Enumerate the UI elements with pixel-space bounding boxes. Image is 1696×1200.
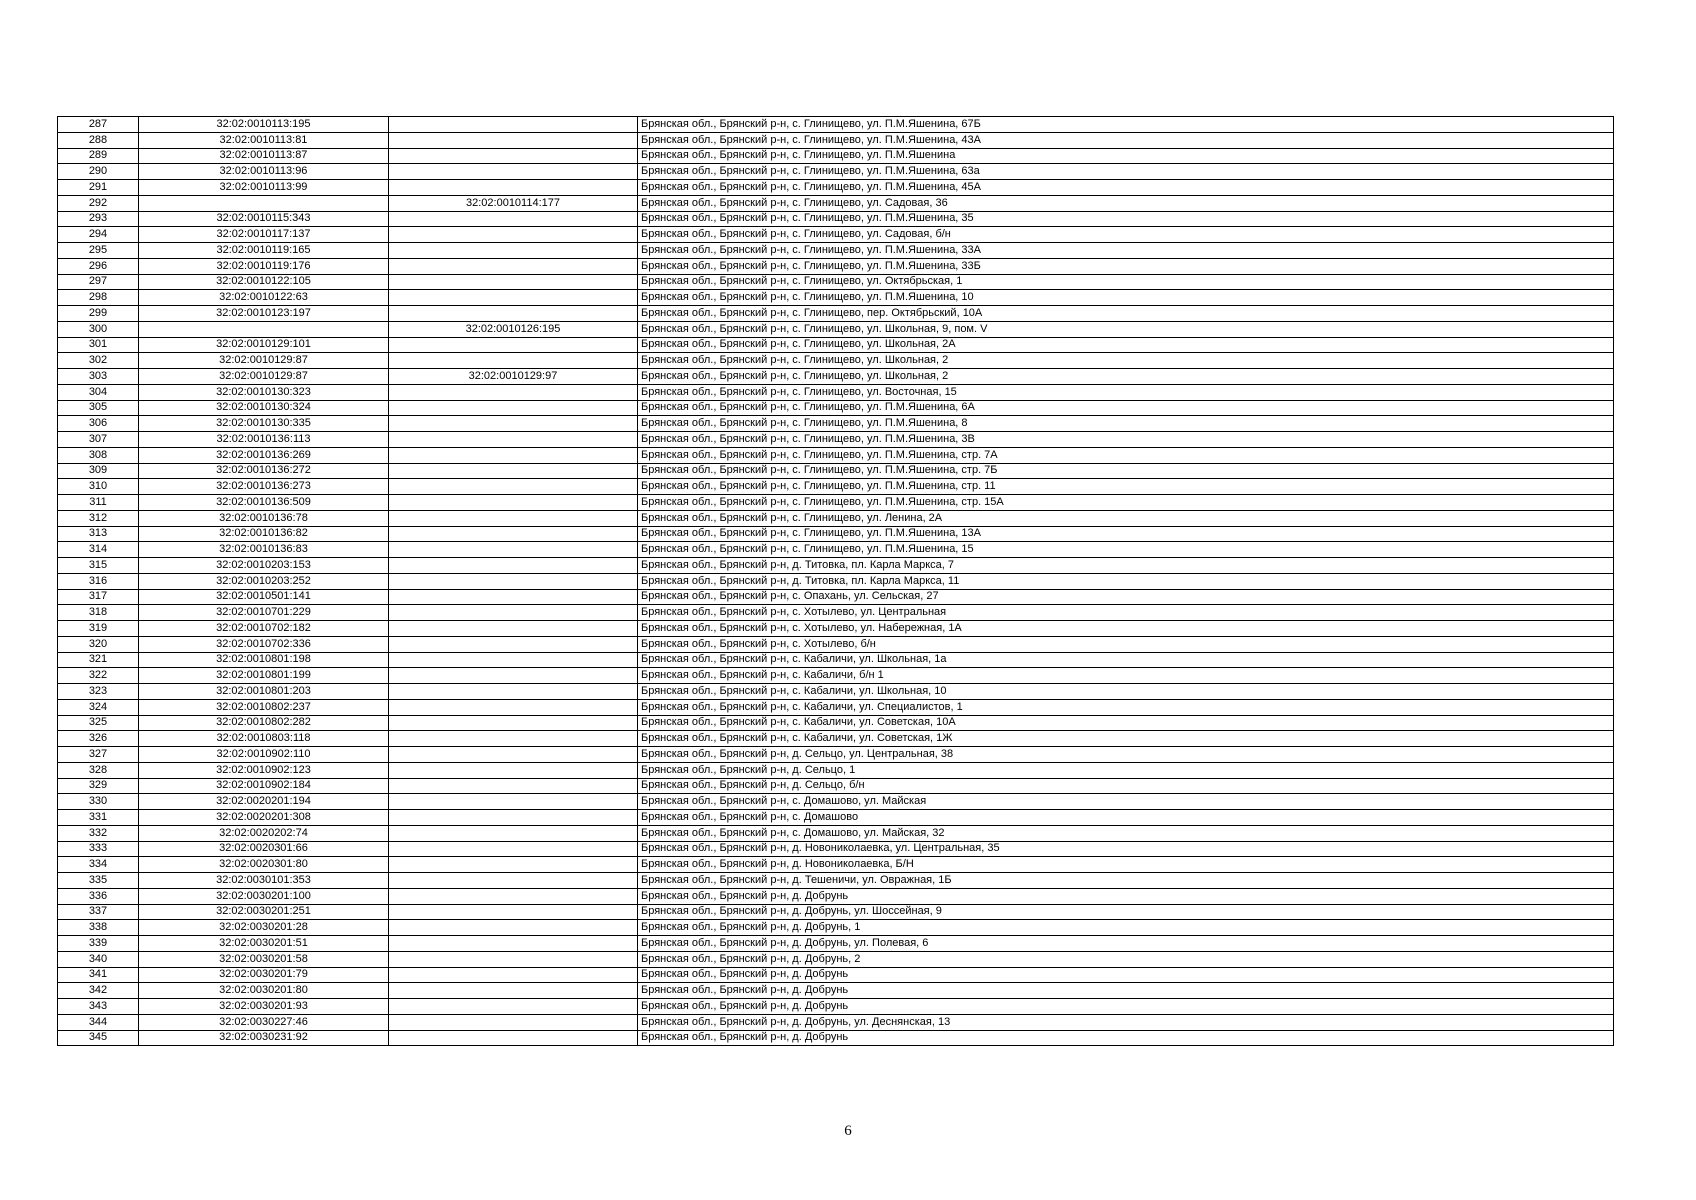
land-cadastral-number-cell: 32:02:0030201:80 [139, 983, 389, 999]
table-row [58, 983, 1614, 999]
building-cadastral-number-cell [389, 384, 638, 400]
row-number-cell: 338 [58, 920, 139, 936]
land-cadastral-number-cell: 32:02:0030201:100 [139, 888, 389, 904]
address-cell: Брянская обл., Брянский р-н, с. Глинищево, ул. Школьная, 2 [638, 369, 1614, 385]
building-cadastral-number-cell [389, 274, 638, 290]
land-cadastral-number-cell: 32:02:0010902:184 [139, 778, 389, 794]
row-number-cell: 307 [58, 432, 139, 448]
land-cadastral-number-cell: 32:02:0020301:66 [139, 841, 389, 857]
row-number-cell: 297 [58, 274, 139, 290]
address-cell: Брянская обл., Брянский р-н, с. Кабаличи, ул. Специалистов, 1 [638, 699, 1614, 715]
table-row [58, 447, 1614, 463]
building-cadastral-number-cell [389, 684, 638, 700]
address-cell: Брянская обл., Брянский р-н, д. Сельцо, ул. Центральная, 38 [638, 747, 1614, 763]
table-body [58, 117, 1614, 1046]
row-number-cell: 301 [58, 337, 139, 353]
land-cadastral-number-cell: 32:02:0010136:83 [139, 542, 389, 558]
land-cadastral-number-cell: 32:02:0010129:87 [139, 353, 389, 369]
address-cell: Брянская обл., Брянский р-н, с. Хотылево, ул. Центральная [638, 605, 1614, 621]
table-row [58, 810, 1614, 826]
table-row [58, 274, 1614, 290]
land-cadastral-number-cell: 32:02:0010129:101 [139, 337, 389, 353]
building-cadastral-number-cell [389, 243, 638, 259]
building-cadastral-number-cell [389, 306, 638, 322]
building-cadastral-number-cell [389, 825, 638, 841]
land-cadastral-number-cell: 32:02:0010136:269 [139, 447, 389, 463]
land-cadastral-number-cell: 32:02:0010501:141 [139, 589, 389, 605]
land-cadastral-number-cell: 32:02:0010119:165 [139, 243, 389, 259]
building-cadastral-number-cell [389, 810, 638, 826]
table-row [58, 967, 1614, 983]
building-cadastral-number-cell [389, 400, 638, 416]
address-cell: Брянская обл., Брянский р-н, с. Глинищево, ул. Октябрьская, 1 [638, 274, 1614, 290]
land-cadastral-number-cell: 32:02:0010801:203 [139, 684, 389, 700]
land-cadastral-number-cell: 32:02:0020301:80 [139, 857, 389, 873]
table-row [58, 857, 1614, 873]
row-number-cell: 322 [58, 668, 139, 684]
building-cadastral-number-cell [389, 920, 638, 936]
address-cell: Брянская обл., Брянский р-н, с. Кабаличи, ул. Школьная, 1а [638, 652, 1614, 668]
building-cadastral-number-cell [389, 762, 638, 778]
address-cell: Брянская обл., Брянский р-н, с. Глинищево, ул. П.М.Яшенина, 3В [638, 432, 1614, 448]
table-row [58, 621, 1614, 637]
address-cell: Брянская обл., Брянский р-н, с. Глинищево, ул. П.М.Яшенина, 8 [638, 416, 1614, 432]
table-row [58, 510, 1614, 526]
land-cadastral-number-cell: 32:02:0030201:51 [139, 936, 389, 952]
row-number-cell: 289 [58, 148, 139, 164]
building-cadastral-number-cell: 32:02:0010129:97 [389, 369, 638, 385]
table-row [58, 936, 1614, 952]
row-number-cell: 296 [58, 258, 139, 274]
address-cell: Брянская обл., Брянский р-н, д. Добрунь, ул. Деснянская, 13 [638, 1014, 1614, 1030]
land-cadastral-number-cell: 32:02:0010902:110 [139, 747, 389, 763]
address-cell: Брянская обл., Брянский р-н, с. Глинищево, ул. П.М.Яшенина, 45А [638, 180, 1614, 196]
address-cell: Брянская обл., Брянский р-н, д. Тешеничи, ул. Овражная, 1Б [638, 873, 1614, 889]
row-number-cell: 335 [58, 873, 139, 889]
land-cadastral-number-cell: 32:02:0010113:87 [139, 148, 389, 164]
land-cadastral-number-cell [139, 195, 389, 211]
address-cell: Брянская обл., Брянский р-н, д. Новониколаевка, ул. Центральная, 35 [638, 841, 1614, 857]
row-number-cell: 327 [58, 747, 139, 763]
row-number-cell: 333 [58, 841, 139, 857]
address-cell: Брянская обл., Брянский р-н, д. Добрунь, 2 [638, 951, 1614, 967]
row-number-cell: 334 [58, 857, 139, 873]
building-cadastral-number-cell: 32:02:0010114:177 [389, 195, 638, 211]
address-cell: Брянская обл., Брянский р-н, с. Домашово, ул. Майская [638, 794, 1614, 810]
building-cadastral-number-cell [389, 841, 638, 857]
building-cadastral-number-cell [389, 857, 638, 873]
row-number-cell: 342 [58, 983, 139, 999]
table-row [58, 463, 1614, 479]
land-cadastral-number-cell: 32:02:0010129:87 [139, 369, 389, 385]
land-cadastral-number-cell [139, 321, 389, 337]
building-cadastral-number-cell [389, 589, 638, 605]
address-cell: Брянская обл., Брянский р-н, с. Глинищево, ул. Школьная, 2 [638, 353, 1614, 369]
building-cadastral-number-cell [389, 148, 638, 164]
building-cadastral-number-cell [389, 526, 638, 542]
building-cadastral-number-cell [389, 904, 638, 920]
land-cadastral-number-cell: 32:02:0010123:197 [139, 306, 389, 322]
address-cell: Брянская обл., Брянский р-н, с. Глинищево, ул. П.М.Яшенина, 6А [638, 400, 1614, 416]
building-cadastral-number-cell [389, 668, 638, 684]
address-cell: Брянская обл., Брянский р-н, с. Глинищево, ул. Восточная, 15 [638, 384, 1614, 400]
table-row [58, 888, 1614, 904]
building-cadastral-number-cell: 32:02:0010126:195 [389, 321, 638, 337]
page-number: 6 [844, 1123, 852, 1139]
table-row [58, 699, 1614, 715]
address-cell: Брянская обл., Брянский р-н, с. Глинищево, ул. П.М.Яшенина [638, 148, 1614, 164]
address-cell: Брянская обл., Брянский р-н, с. Глинищево, ул. П.М.Яшенина, 67Б [638, 117, 1614, 133]
address-cell: Брянская обл., Брянский р-н, с. Домашово [638, 810, 1614, 826]
land-cadastral-number-cell: 32:02:0010113:99 [139, 180, 389, 196]
land-cadastral-number-cell: 32:02:0010702:182 [139, 621, 389, 637]
row-number-cell: 336 [58, 888, 139, 904]
row-number-cell: 340 [58, 951, 139, 967]
row-number-cell: 318 [58, 605, 139, 621]
row-number-cell: 298 [58, 290, 139, 306]
building-cadastral-number-cell [389, 652, 638, 668]
table-row [58, 794, 1614, 810]
table-row [58, 762, 1614, 778]
table-row [58, 715, 1614, 731]
row-number-cell: 343 [58, 999, 139, 1015]
row-number-cell: 325 [58, 715, 139, 731]
building-cadastral-number-cell [389, 117, 638, 133]
land-cadastral-number-cell: 32:02:0010136:113 [139, 432, 389, 448]
building-cadastral-number-cell [389, 778, 638, 794]
table-row [58, 731, 1614, 747]
address-cell: Брянская обл., Брянский р-н, д. Добрунь [638, 983, 1614, 999]
land-cadastral-number-cell: 32:02:0010122:63 [139, 290, 389, 306]
table-row [58, 1014, 1614, 1030]
address-cell: Брянская обл., Брянский р-н, с. Глинищево, ул. Садовая, б/н [638, 227, 1614, 243]
address-cell: Брянская обл., Брянский р-н, с. Глинищево, ул. П.М.Яшенина, 10 [638, 290, 1614, 306]
row-number-cell: 316 [58, 573, 139, 589]
table-row [58, 290, 1614, 306]
building-cadastral-number-cell [389, 211, 638, 227]
land-cadastral-number-cell: 32:02:0030201:58 [139, 951, 389, 967]
building-cadastral-number-cell [389, 621, 638, 637]
table-row [58, 825, 1614, 841]
building-cadastral-number-cell [389, 558, 638, 574]
table-row [58, 243, 1614, 259]
address-cell: Брянская обл., Брянский р-н, с. Глинищево, пер. Октябрьский, 10А [638, 306, 1614, 322]
table-row [58, 321, 1614, 337]
address-cell: Брянская обл., Брянский р-н, с. Глинищево, ул. Школьная, 2А [638, 337, 1614, 353]
building-cadastral-number-cell [389, 715, 638, 731]
land-cadastral-number-cell: 32:02:0010136:509 [139, 495, 389, 511]
building-cadastral-number-cell [389, 873, 638, 889]
address-cell: Брянская обл., Брянский р-н, д. Новониколаевка, Б/Н [638, 857, 1614, 873]
table-row [58, 999, 1614, 1015]
address-cell: Брянская обл., Брянский р-н, с. Глинищево, ул. П.М.Яшенина, 63а [638, 164, 1614, 180]
row-number-cell: 326 [58, 731, 139, 747]
row-number-cell: 295 [58, 243, 139, 259]
land-cadastral-number-cell: 32:02:0010136:78 [139, 510, 389, 526]
address-cell: Брянская обл., Брянский р-н, с. Глинищево, ул. П.М.Яшенина, 15 [638, 542, 1614, 558]
table-row [58, 353, 1614, 369]
row-number-cell: 302 [58, 353, 139, 369]
land-cadastral-number-cell: 32:02:0030101:353 [139, 873, 389, 889]
land-cadastral-number-cell: 32:02:0010130:323 [139, 384, 389, 400]
address-cell: Брянская обл., Брянский р-н, д. Титовка, пл. Карла Маркса, 11 [638, 573, 1614, 589]
building-cadastral-number-cell [389, 983, 638, 999]
row-number-cell: 305 [58, 400, 139, 416]
building-cadastral-number-cell [389, 510, 638, 526]
building-cadastral-number-cell [389, 699, 638, 715]
building-cadastral-number-cell [389, 447, 638, 463]
land-cadastral-number-cell: 32:02:0010702:336 [139, 636, 389, 652]
table-row [58, 337, 1614, 353]
registry-table [57, 116, 1614, 1046]
building-cadastral-number-cell [389, 180, 638, 196]
land-cadastral-number-cell: 32:02:0010119:176 [139, 258, 389, 274]
address-cell: Брянская обл., Брянский р-н, д. Добрунь [638, 967, 1614, 983]
building-cadastral-number-cell [389, 747, 638, 763]
building-cadastral-number-cell [389, 888, 638, 904]
land-cadastral-number-cell: 32:02:0010203:153 [139, 558, 389, 574]
land-cadastral-number-cell: 32:02:0010203:252 [139, 573, 389, 589]
address-cell: Брянская обл., Брянский р-н, д. Добрунь [638, 888, 1614, 904]
address-cell: Брянская обл., Брянский р-н, с. Глинищево, ул. Ленина, 2А [638, 510, 1614, 526]
address-cell: Брянская обл., Брянский р-н, с. Кабаличи, ул. Школьная, 10 [638, 684, 1614, 700]
land-cadastral-number-cell: 32:02:0030201:28 [139, 920, 389, 936]
table-row [58, 148, 1614, 164]
building-cadastral-number-cell [389, 1030, 638, 1046]
table-row [58, 873, 1614, 889]
row-number-cell: 345 [58, 1030, 139, 1046]
land-cadastral-number-cell: 32:02:0030231:92 [139, 1030, 389, 1046]
land-cadastral-number-cell: 32:02:0010136:272 [139, 463, 389, 479]
table-row [58, 747, 1614, 763]
table-row [58, 636, 1614, 652]
row-number-cell: 300 [58, 321, 139, 337]
land-cadastral-number-cell: 32:02:0010113:195 [139, 117, 389, 133]
table-row [58, 180, 1614, 196]
building-cadastral-number-cell [389, 495, 638, 511]
address-cell: Брянская обл., Брянский р-н, с. Опахань, ул. Сельская, 27 [638, 589, 1614, 605]
row-number-cell: 324 [58, 699, 139, 715]
land-cadastral-number-cell: 32:02:0030201:251 [139, 904, 389, 920]
building-cadastral-number-cell [389, 794, 638, 810]
table-row [58, 684, 1614, 700]
address-cell: Брянская обл., Брянский р-н, д. Сельцо, б/н [638, 778, 1614, 794]
address-cell: Брянская обл., Брянский р-н, д. Титовка, пл. Карла Маркса, 7 [638, 558, 1614, 574]
address-cell: Брянская обл., Брянский р-н, с. Глинищево, ул. П.М.Яшенина, 35 [638, 211, 1614, 227]
table-row [58, 211, 1614, 227]
building-cadastral-number-cell [389, 951, 638, 967]
building-cadastral-number-cell [389, 290, 638, 306]
address-cell: Брянская обл., Брянский р-н, с. Глинищево, ул. П.М.Яшенина, 33А [638, 243, 1614, 259]
row-number-cell: 304 [58, 384, 139, 400]
address-cell: Брянская обл., Брянский р-н, д. Добрунь, ул. Полевая, 6 [638, 936, 1614, 952]
row-number-cell: 328 [58, 762, 139, 778]
land-cadastral-number-cell: 32:02:0010122:105 [139, 274, 389, 290]
land-cadastral-number-cell: 32:02:0010801:198 [139, 652, 389, 668]
table-row [58, 369, 1614, 385]
table-row [58, 384, 1614, 400]
row-number-cell: 293 [58, 211, 139, 227]
table-row [58, 479, 1614, 495]
row-number-cell: 288 [58, 132, 139, 148]
address-cell: Брянская обл., Брянский р-н, с. Глинищево, ул. П.М.Яшенина, 43А [638, 132, 1614, 148]
address-cell: Брянская обл., Брянский р-н, с. Хотылево, б/н [638, 636, 1614, 652]
table-row [58, 589, 1614, 605]
building-cadastral-number-cell [389, 432, 638, 448]
table-row [58, 542, 1614, 558]
land-cadastral-number-cell: 32:02:0010803:118 [139, 731, 389, 747]
table-row [58, 432, 1614, 448]
table-row [58, 668, 1614, 684]
building-cadastral-number-cell [389, 132, 638, 148]
row-number-cell: 310 [58, 479, 139, 495]
table-row [58, 306, 1614, 322]
building-cadastral-number-cell [389, 999, 638, 1015]
building-cadastral-number-cell [389, 337, 638, 353]
building-cadastral-number-cell [389, 258, 638, 274]
row-number-cell: 299 [58, 306, 139, 322]
row-number-cell: 319 [58, 621, 139, 637]
table-row [58, 132, 1614, 148]
row-number-cell: 344 [58, 1014, 139, 1030]
row-number-cell: 323 [58, 684, 139, 700]
row-number-cell: 292 [58, 195, 139, 211]
address-cell: Брянская обл., Брянский р-н, д. Сельцо, 1 [638, 762, 1614, 778]
building-cadastral-number-cell [389, 164, 638, 180]
land-cadastral-number-cell: 32:02:0030227:46 [139, 1014, 389, 1030]
row-number-cell: 341 [58, 967, 139, 983]
land-cadastral-number-cell: 32:02:0020201:194 [139, 794, 389, 810]
table-row [58, 573, 1614, 589]
address-cell: Брянская обл., Брянский р-н, с. Глинищево, ул. П.М.Яшенина, стр. 11 [638, 479, 1614, 495]
row-number-cell: 314 [58, 542, 139, 558]
address-cell: Брянская обл., Брянский р-н, д. Добрунь [638, 1030, 1614, 1046]
building-cadastral-number-cell [389, 967, 638, 983]
table-row [58, 227, 1614, 243]
row-number-cell: 330 [58, 794, 139, 810]
land-cadastral-number-cell: 32:02:0010802:237 [139, 699, 389, 715]
building-cadastral-number-cell [389, 1014, 638, 1030]
row-number-cell: 329 [58, 778, 139, 794]
table-row [58, 605, 1614, 621]
row-number-cell: 311 [58, 495, 139, 511]
table-row [58, 526, 1614, 542]
building-cadastral-number-cell [389, 227, 638, 243]
address-cell: Брянская обл., Брянский р-н, с. Глинищево, ул. Садовая, 36 [638, 195, 1614, 211]
address-cell: Брянская обл., Брянский р-н, д. Добрунь [638, 999, 1614, 1015]
land-cadastral-number-cell: 32:02:0030201:79 [139, 967, 389, 983]
building-cadastral-number-cell [389, 605, 638, 621]
building-cadastral-number-cell [389, 731, 638, 747]
row-number-cell: 315 [58, 558, 139, 574]
address-cell: Брянская обл., Брянский р-н, с. Глинищево, ул. П.М.Яшенина, стр. 15А [638, 495, 1614, 511]
land-cadastral-number-cell: 32:02:0010802:282 [139, 715, 389, 731]
building-cadastral-number-cell [389, 573, 638, 589]
row-number-cell: 291 [58, 180, 139, 196]
building-cadastral-number-cell [389, 936, 638, 952]
land-cadastral-number-cell: 32:02:0020201:308 [139, 810, 389, 826]
address-cell: Брянская обл., Брянский р-н, с. Кабаличи, ул. Советская, 10А [638, 715, 1614, 731]
row-number-cell: 294 [58, 227, 139, 243]
address-cell: Брянская обл., Брянский р-н, с. Кабаличи, ул. Советская, 1Ж [638, 731, 1614, 747]
building-cadastral-number-cell [389, 463, 638, 479]
row-number-cell: 320 [58, 636, 139, 652]
building-cadastral-number-cell [389, 353, 638, 369]
land-cadastral-number-cell: 32:02:0010130:324 [139, 400, 389, 416]
table-row [58, 164, 1614, 180]
row-number-cell: 312 [58, 510, 139, 526]
land-cadastral-number-cell: 32:02:0010113:96 [139, 164, 389, 180]
address-cell: Брянская обл., Брянский р-н, с. Кабаличи, б/н 1 [638, 668, 1614, 684]
land-cadastral-number-cell: 32:02:0030201:93 [139, 999, 389, 1015]
row-number-cell: 306 [58, 416, 139, 432]
address-cell: Брянская обл., Брянский р-н, с. Глинищево, ул. П.М.Яшенина, стр. 7А [638, 447, 1614, 463]
table-row [58, 652, 1614, 668]
land-cadastral-number-cell: 32:02:0010701:229 [139, 605, 389, 621]
address-cell: Брянская обл., Брянский р-н, с. Глинищево, ул. Школьная, 9, пом. V [638, 321, 1614, 337]
row-number-cell: 308 [58, 447, 139, 463]
building-cadastral-number-cell [389, 636, 638, 652]
row-number-cell: 321 [58, 652, 139, 668]
land-cadastral-number-cell: 32:02:0010130:335 [139, 416, 389, 432]
building-cadastral-number-cell [389, 416, 638, 432]
table-row [58, 558, 1614, 574]
address-cell: Брянская обл., Брянский р-н, с. Домашово, ул. Майская, 32 [638, 825, 1614, 841]
land-cadastral-number-cell: 32:02:0010117:137 [139, 227, 389, 243]
land-cadastral-number-cell: 32:02:0010902:123 [139, 762, 389, 778]
table-row [58, 400, 1614, 416]
row-number-cell: 309 [58, 463, 139, 479]
row-number-cell: 303 [58, 369, 139, 385]
table-row [58, 416, 1614, 432]
row-number-cell: 339 [58, 936, 139, 952]
table-row [58, 920, 1614, 936]
address-cell: Брянская обл., Брянский р-н, с. Хотылево, ул. Набережная, 1А [638, 621, 1614, 637]
address-cell: Брянская обл., Брянский р-н, с. Глинищево, ул. П.М.Яшенина, 33Б [638, 258, 1614, 274]
table-row [58, 904, 1614, 920]
land-cadastral-number-cell: 32:02:0020202:74 [139, 825, 389, 841]
address-cell: Брянская обл., Брянский р-н, д. Добрунь, 1 [638, 920, 1614, 936]
row-number-cell: 332 [58, 825, 139, 841]
table-row [58, 495, 1614, 511]
table-row [58, 951, 1614, 967]
table-row [58, 1030, 1614, 1046]
table-row [58, 778, 1614, 794]
table-row [58, 117, 1614, 133]
land-cadastral-number-cell: 32:02:0010136:82 [139, 526, 389, 542]
land-cadastral-number-cell: 32:02:0010113:81 [139, 132, 389, 148]
address-cell: Брянская обл., Брянский р-н, с. Глинищево, ул. П.М.Яшенина, 13А [638, 526, 1614, 542]
land-cadastral-number-cell: 32:02:0010801:199 [139, 668, 389, 684]
table-row [58, 258, 1614, 274]
land-cadastral-number-cell: 32:02:0010115:343 [139, 211, 389, 227]
building-cadastral-number-cell [389, 542, 638, 558]
row-number-cell: 331 [58, 810, 139, 826]
table-row [58, 195, 1614, 211]
land-cadastral-number-cell: 32:02:0010136:273 [139, 479, 389, 495]
row-number-cell: 337 [58, 904, 139, 920]
row-number-cell: 313 [58, 526, 139, 542]
table-row [58, 841, 1614, 857]
row-number-cell: 290 [58, 164, 139, 180]
row-number-cell: 317 [58, 589, 139, 605]
address-cell: Брянская обл., Брянский р-н, с. Глинищево, ул. П.М.Яшенина, стр. 7Б [638, 463, 1614, 479]
row-number-cell: 287 [58, 117, 139, 133]
address-cell: Брянская обл., Брянский р-н, д. Добрунь, ул. Шоссейная, 9 [638, 904, 1614, 920]
building-cadastral-number-cell [389, 479, 638, 495]
